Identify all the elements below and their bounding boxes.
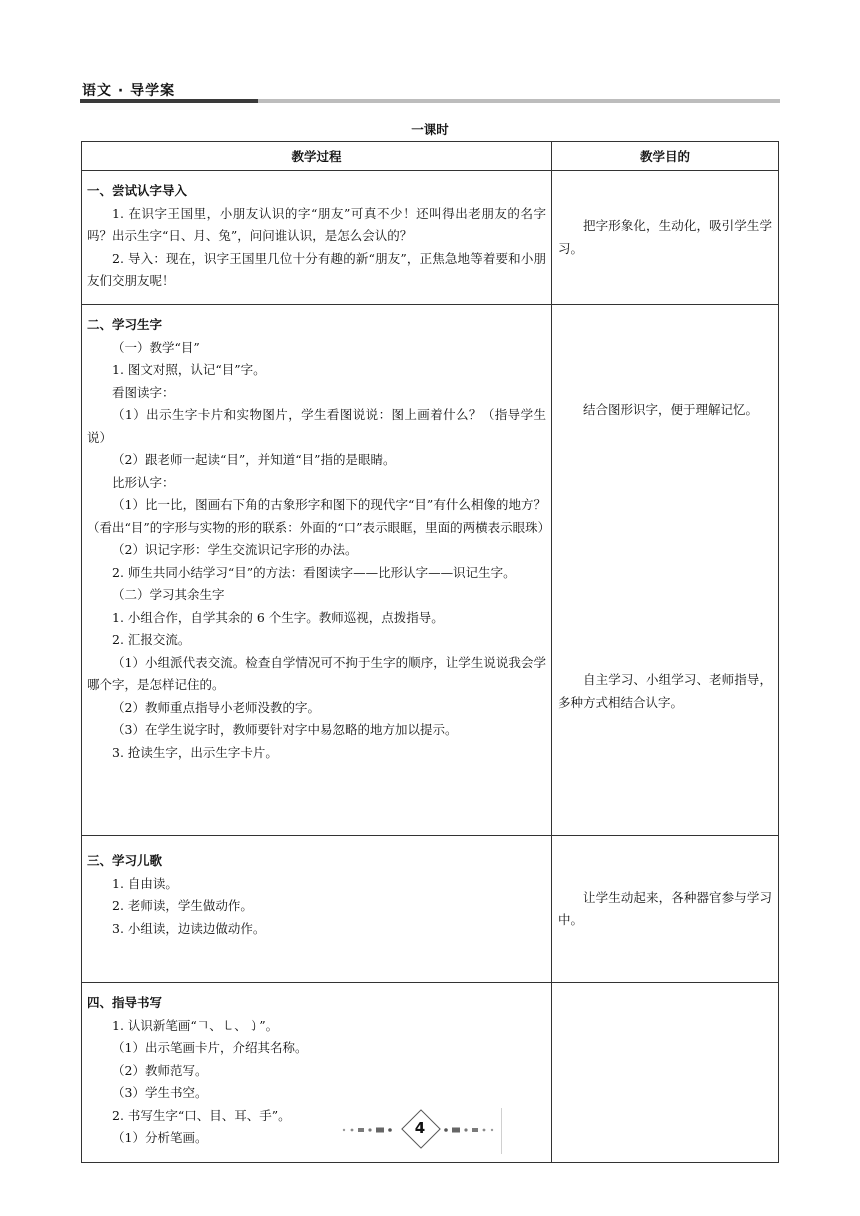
- process-line: （2）跟老师一起读“目”，并知道“目”指的是眼睛。: [112, 452, 396, 467]
- table-header-row: [82, 142, 779, 171]
- header-rule-dark: [80, 99, 258, 103]
- process-cell: [82, 836, 552, 983]
- header-title: 语文 · 导学案: [82, 83, 176, 99]
- section-title: 三、学习儿歌: [87, 853, 163, 868]
- purpose-text: 让学生动起来，各种器官参与学习中。: [558, 889, 772, 927]
- table-row: [82, 171, 779, 305]
- header-rule-light: [258, 99, 780, 103]
- process-line: 比形认字：: [112, 474, 175, 490]
- purpose-cell: [552, 836, 779, 983]
- footer-dots-left: [330, 1126, 400, 1134]
- page-footer: [330, 1108, 510, 1154]
- process-line: 1. 认识新笔画“𠃍、㇄、㇁”。: [112, 1017, 279, 1033]
- section-title: 四、指导书写: [87, 995, 163, 1010]
- process-cell: [82, 171, 552, 305]
- process-line: （1）出示生字卡片和实物图片，学生看图说说：图上画着什么？（指导学生说）: [87, 407, 546, 445]
- process-line: （一）教学“目”: [112, 339, 200, 355]
- process-line: 2. 师生共同小结学习“目”的方法：看图读字——比形认字——识记生字。: [112, 564, 516, 580]
- process-line: （1）比一比，图画右下角的古象形字和图下的现代字“目”有什么相像的地方？（看出“目”的字形与实物的形的联系：外面的“口”表示眼眶，里面的两横表示眼珠）: [87, 497, 551, 535]
- process-line: （2）教师重点指导小老师没教的字。: [112, 699, 320, 715]
- table-row: [82, 836, 779, 983]
- process-line: 2. 导入：现在，识字王国里几位十分有趣的新“朋友”，正焦急地等着要和小朋友们交朋友呢！: [87, 250, 546, 288]
- process-line: 3. 小组读，边读边做动作。: [112, 920, 266, 936]
- process-line: （3）在学生说字时，教师要针对字中易忽略的地方加以提示。: [112, 722, 458, 737]
- lesson-table: [81, 141, 779, 1163]
- section-title: 一、尝试认字导入: [87, 183, 188, 198]
- purpose-text: 自主学习、小组学习、老师指导，多种方式相结合认字。: [558, 672, 772, 710]
- process-line: 2. 汇报交流。: [112, 632, 191, 647]
- process-line: 2. 老师读，学生做动作。: [112, 898, 253, 913]
- process-line: 1. 小组合作，自学其余的 6 个生字。教师巡视，点拨指导。: [112, 609, 444, 625]
- process-line: （2）识记字形：学生交流识记字形的办法。: [112, 542, 358, 557]
- purpose-text: 把字形象化，生动化，吸引学生学习。: [558, 218, 772, 256]
- page-header: [80, 80, 780, 106]
- column-header-purpose: 教学目的: [552, 142, 779, 171]
- purpose-text: 结合图形识字，便于理解记忆。: [583, 402, 759, 417]
- purpose-cell: [552, 171, 779, 305]
- process-line: 2. 书写生字“口、目、耳、手”。: [112, 1107, 291, 1123]
- process-line: （1）分析笔画。: [112, 1130, 208, 1145]
- footer-divider: [501, 1108, 502, 1154]
- page-number: 4: [414, 1119, 426, 1137]
- process-line: 1. 在识字王国里，小朋友认识的字“朋友”可真不少！还叫得出老朋友的名字吗？出示生字“日、月、兔”，问问谁认识，是怎么会认的？: [87, 205, 546, 243]
- process-line: （2）教师范写。: [112, 1062, 208, 1078]
- section-title: 二、学习生字: [87, 317, 163, 332]
- lesson-title: 一课时: [411, 122, 449, 137]
- purpose-cell: [552, 983, 779, 1163]
- column-header-process: 教学过程: [82, 142, 552, 171]
- process-line: （1）出示笔画卡片，介绍其名称。: [112, 1040, 308, 1055]
- process-cell: [82, 305, 552, 836]
- process-line: （二）学习其余生字: [112, 587, 225, 602]
- process-line: 3. 抢读生字，出示生字卡片。: [112, 744, 278, 760]
- process-line: 1. 自由读。: [112, 875, 178, 891]
- process-line: 1. 图文对照，认记“目”字。: [112, 362, 266, 377]
- table-row: [82, 305, 779, 836]
- footer-dots-right: [440, 1126, 510, 1134]
- purpose-cell: [552, 305, 779, 836]
- process-line: （1）小组派代表交流。检查自学情况可不拘于生字的顺序，让学生说说我会学哪个字，是怎样记住的。: [87, 654, 546, 692]
- process-line: 看图读字：: [112, 384, 175, 400]
- process-line: （3）学生书空。: [112, 1085, 208, 1100]
